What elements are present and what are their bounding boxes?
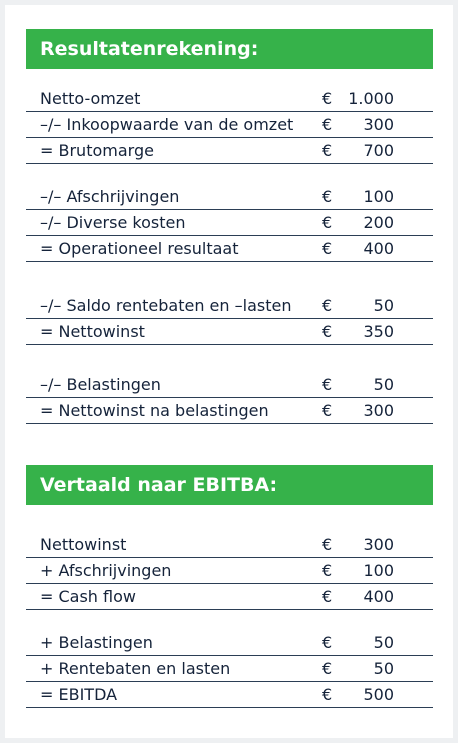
- currency-symbol: €: [322, 375, 333, 394]
- currency-symbol: €: [322, 322, 333, 341]
- currency-symbol: €: [322, 187, 333, 206]
- row-label: –/– Afschrijvingen: [40, 187, 180, 206]
- currency-symbol: €: [322, 239, 333, 258]
- table-row: [26, 558, 433, 584]
- table-row: [26, 138, 433, 164]
- table-row: [26, 682, 433, 708]
- currency-symbol: €: [322, 633, 333, 652]
- row-value: 400: [363, 587, 394, 606]
- row-label: + Afschrijvingen: [40, 561, 172, 580]
- currency-symbol: €: [322, 89, 333, 108]
- currency-symbol: €: [322, 213, 333, 232]
- currency-symbol: €: [322, 401, 333, 420]
- row-label: = Nettowinst: [40, 322, 145, 341]
- row-label: Netto-omzet: [40, 89, 141, 108]
- income-statement-section: [26, 29, 433, 429]
- row-label: Nettowinst: [40, 535, 127, 554]
- row-value: 700: [363, 141, 394, 160]
- ebitda-header: Vertaald naar EBITBA:: [26, 465, 433, 505]
- row-label: = EBITDA: [40, 685, 118, 704]
- row-value: 300: [363, 535, 394, 554]
- row-value: 500: [363, 685, 394, 704]
- financial-card: [5, 5, 453, 738]
- row-value: 400: [363, 239, 394, 258]
- row-label: –/– Saldo rentebaten en –lasten: [40, 296, 292, 315]
- row-label: = Cash flow: [40, 587, 136, 606]
- table-row: [26, 293, 433, 319]
- currency-symbol: €: [322, 141, 333, 160]
- income-statement-header: Resultatenrekening:: [26, 29, 433, 69]
- row-label: + Rentebaten en lasten: [40, 659, 231, 678]
- currency-symbol: €: [322, 659, 333, 678]
- table-row: [26, 210, 433, 236]
- table-row: [26, 112, 433, 138]
- row-value: 300: [363, 401, 394, 420]
- table-row: [26, 372, 433, 398]
- table-row: [26, 630, 433, 656]
- currency-symbol: €: [322, 561, 333, 580]
- currency-symbol: €: [322, 685, 333, 704]
- row-value: 100: [363, 561, 394, 580]
- row-value: 50: [373, 375, 394, 394]
- ebitda-section: [26, 465, 433, 715]
- row-label: –/– Inkoopwaarde van de omzet: [40, 115, 294, 134]
- row-value: 50: [373, 296, 394, 315]
- row-value: 50: [373, 633, 394, 652]
- table-row: [26, 184, 433, 210]
- row-value: 200: [363, 213, 394, 232]
- table-row: [26, 86, 433, 112]
- row-value: 100: [363, 187, 394, 206]
- row-value: 50: [373, 659, 394, 678]
- row-label: + Belastingen: [40, 633, 153, 652]
- row-value: 1.000: [348, 89, 394, 108]
- table-row: [26, 236, 433, 262]
- table-row: [26, 656, 433, 682]
- row-label: –/– Belastingen: [40, 375, 161, 394]
- row-label: = Brutomarge: [40, 141, 154, 160]
- table-row: [26, 319, 433, 345]
- currency-symbol: €: [322, 535, 333, 554]
- row-label: = Nettowinst na belastingen: [40, 401, 269, 420]
- currency-symbol: €: [322, 296, 333, 315]
- row-value: 350: [363, 322, 394, 341]
- currency-symbol: €: [322, 115, 333, 134]
- table-row: [26, 532, 433, 558]
- currency-symbol: €: [322, 587, 333, 606]
- table-row: [26, 584, 433, 610]
- row-label: = Operationeel resultaat: [40, 239, 239, 258]
- table-row: [26, 398, 433, 424]
- row-label: –/– Diverse kosten: [40, 213, 186, 232]
- row-value: 300: [363, 115, 394, 134]
